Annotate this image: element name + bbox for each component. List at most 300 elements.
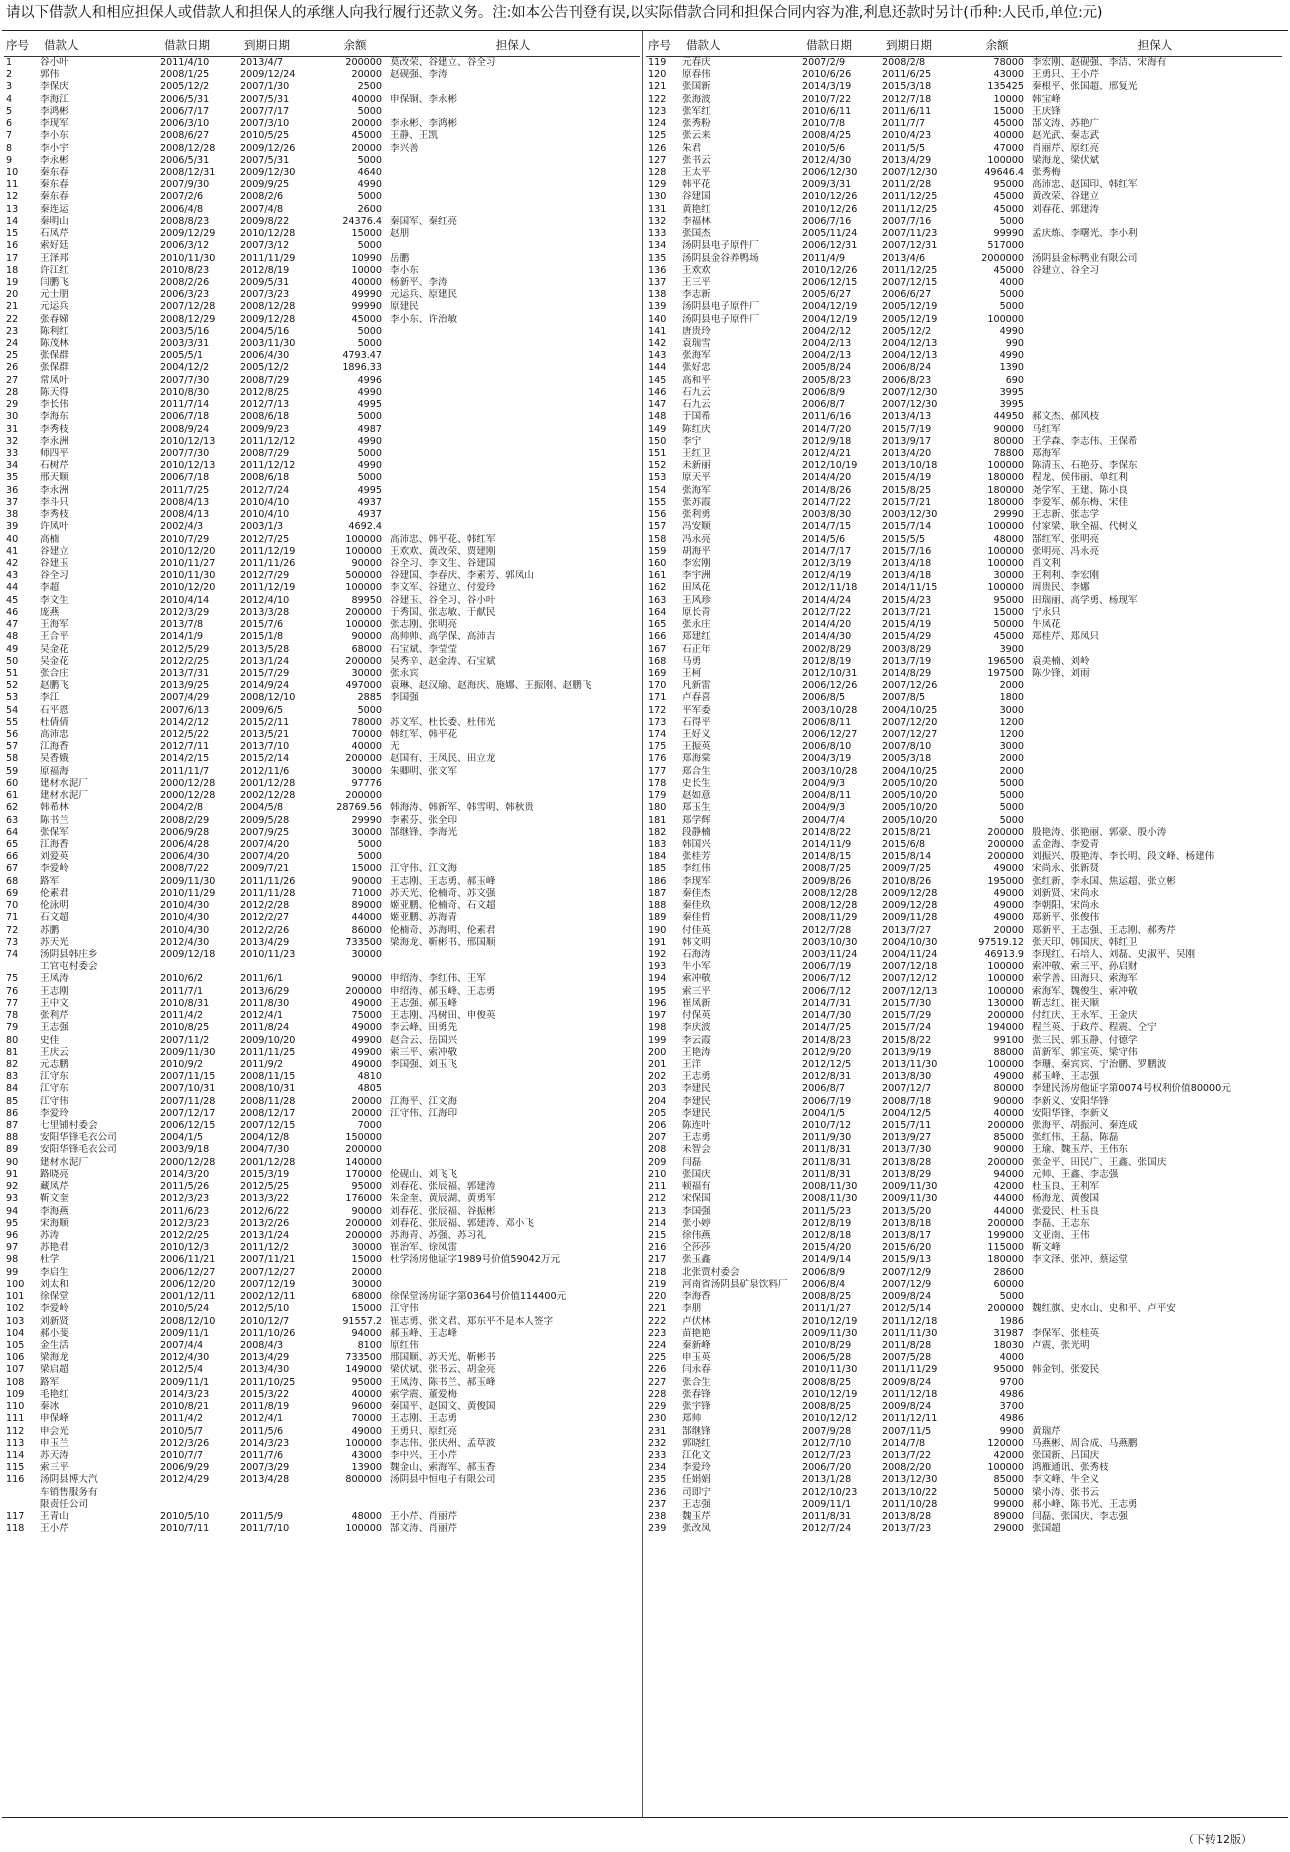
cell-no: 40 xyxy=(6,533,19,545)
cell-guarantor: 张爱民、杜玉良 xyxy=(1032,1205,1100,1217)
cell-no: 47 xyxy=(6,619,19,631)
cell-borrower: 建材水泥厂 xyxy=(40,790,88,802)
cell-borrower: 原天平 xyxy=(682,472,711,484)
cell-due-date: 2008/12/10 xyxy=(240,692,296,704)
cell-due-date: 2011/12/18 xyxy=(882,1388,938,1400)
cell-borrower: 李斗只 xyxy=(40,496,69,508)
table-row xyxy=(646,1059,1282,1071)
table-row xyxy=(646,692,1282,704)
table-row xyxy=(646,1181,1282,1193)
cell-due-date: 2009/10/20 xyxy=(240,1034,296,1046)
cell-guarantor: 张海平、胡振河、秦连成 xyxy=(1032,1120,1138,1132)
cell-due-date: 2013/7/30 xyxy=(882,1144,932,1156)
table-row xyxy=(4,741,640,753)
cell-loan-date: 2011/1/27 xyxy=(802,1303,852,1315)
cell-no: 38 xyxy=(6,509,19,521)
cell-no: 156 xyxy=(648,509,667,521)
cell-no: 237 xyxy=(648,1498,667,1510)
cell-balance: 5000 xyxy=(357,325,382,337)
cell-due-date: 2007/12/15 xyxy=(882,276,938,288)
cell-borrower: 冯永亮 xyxy=(682,533,711,545)
table-row xyxy=(4,130,640,142)
cell-balance: 45000 xyxy=(351,130,382,142)
table-row xyxy=(4,790,640,802)
cell-balance: 100000 xyxy=(345,582,382,594)
cell-no: 81 xyxy=(6,1046,19,1058)
right-table-header xyxy=(646,34,1282,57)
table-row xyxy=(4,1389,640,1401)
cell-no: 190 xyxy=(648,924,667,936)
cell-loan-date: 2012/9/20 xyxy=(802,1046,852,1058)
cell-due-date: 2015/7/16 xyxy=(882,545,932,557)
cell-borrower: 李朋 xyxy=(682,1303,702,1315)
cell-loan-date: 2010/12/20 xyxy=(160,545,216,557)
cell-no: 196 xyxy=(648,997,667,1009)
table-row xyxy=(4,436,640,448)
cell-guarantor: 郑海军 xyxy=(1032,448,1061,459)
table-row xyxy=(646,644,1282,656)
cell-borrower: 申保峰 xyxy=(40,1413,69,1425)
cell-loan-date: 2007/12/17 xyxy=(160,1107,216,1119)
cell-no: 151 xyxy=(648,448,667,459)
cell-guarantor: 李文军、谷建立、付爱玲 xyxy=(390,582,496,594)
cell-balance: 95000 xyxy=(351,1376,382,1388)
cell-guarantor: 申绍涛、郝玉峰、王志勇 xyxy=(390,985,496,997)
cell-loan-date: 2007/10/31 xyxy=(160,1083,216,1095)
table-row xyxy=(4,1279,640,1291)
cell-no: 115 xyxy=(6,1462,25,1474)
cell-loan-date: 2006/3/23 xyxy=(160,289,210,301)
cell-no: 223 xyxy=(648,1327,667,1339)
cell-balance: 690 xyxy=(1005,374,1024,386)
cell-guarantor: 赵光武、秦志武 xyxy=(1032,130,1100,142)
cell-borrower: 张利芹 xyxy=(40,1010,69,1022)
table-row xyxy=(646,595,1282,607)
cell-guarantor: 元帅、王鑫、李志强 xyxy=(1032,1168,1119,1180)
cell-guarantor xyxy=(390,949,640,961)
cell-borrower: 任娟娟 xyxy=(682,1474,711,1486)
cell-balance: 180000 xyxy=(987,1254,1024,1266)
cell-due-date: 2004/10/25 xyxy=(882,704,938,716)
cell-loan-date: 2012/3/23 xyxy=(160,1193,210,1205)
cell-borrower: 秦明山 xyxy=(40,215,69,227)
cell-loan-date: 2000/12/28 xyxy=(160,790,216,802)
table-row xyxy=(646,1193,1282,1205)
cell-due-date: 2007/12/30 xyxy=(882,399,938,411)
cell-due-date: 2013/3/22 xyxy=(240,1193,290,1205)
cell-balance: 50000 xyxy=(993,619,1024,631)
table-row xyxy=(4,1254,640,1266)
table-row xyxy=(646,1377,1282,1389)
cell-balance: 49646.4 xyxy=(984,166,1024,178)
cell-balance: 78800 xyxy=(993,448,1024,459)
cell-balance: 200000 xyxy=(987,1303,1024,1315)
cell-loan-date: 2014/11/9 xyxy=(802,839,852,850)
cell-borrower: 李云霞 xyxy=(682,1034,711,1046)
cell-due-date: 2009/12/28 xyxy=(882,900,938,912)
cell-guarantor: 郜继锋、李海光 xyxy=(390,826,458,838)
cell-balance: 31987 xyxy=(993,1327,1024,1339)
cell-borrower: 索三平 xyxy=(682,985,711,997)
cell-due-date: 2009/8/24 xyxy=(882,1376,932,1388)
table-row xyxy=(4,998,640,1010)
cell-no: 187 xyxy=(648,887,667,899)
cell-balance: 100000 xyxy=(987,545,1024,557)
cell-balance: 88000 xyxy=(993,1046,1024,1058)
cell-borrower: 江守伟 xyxy=(40,1095,69,1107)
cell-loan-date: 2006/8/9 xyxy=(802,1266,846,1278)
cell-loan-date: 2012/7/23 xyxy=(802,1449,852,1461)
cell-due-date: 2008/2/20 xyxy=(882,1462,932,1474)
cell-due-date: 2012/5/10 xyxy=(240,1303,290,1315)
table-row xyxy=(4,1328,640,1340)
cell-loan-date: 2008/11/30 xyxy=(802,1181,858,1193)
cell-due-date: 2007/12/26 xyxy=(882,680,938,692)
cell-loan-date: 2010/12/19 xyxy=(802,1388,858,1400)
cell-loan-date: 2011/8/31 xyxy=(802,1144,852,1156)
cell-borrower: 秦东春 xyxy=(40,179,69,191)
table-row xyxy=(4,497,640,509)
cell-due-date: 2008/6/18 xyxy=(240,472,290,484)
cell-balance: 180000 xyxy=(987,472,1024,484)
cell-due-date: 2007/4/20 xyxy=(240,851,290,863)
cell-borrower: 郑合生 xyxy=(682,765,711,777)
cell-loan-date: 2010/8/21 xyxy=(160,1401,210,1413)
cell-borrower: 张好忠 xyxy=(682,362,711,374)
table-row xyxy=(646,534,1282,546)
cell-loan-date: 2010/6/26 xyxy=(802,69,852,81)
cell-due-date: 2009/9/25 xyxy=(240,179,290,191)
cell-no: 230 xyxy=(648,1413,667,1425)
cell-no: 44 xyxy=(6,582,19,594)
cell-borrower: 谷建玉 xyxy=(40,557,69,569)
cell-borrower: 李爱岭 xyxy=(40,1303,69,1315)
cell-balance: 40000 xyxy=(993,130,1024,142)
cell-borrower: 韩国兴 xyxy=(682,839,711,850)
continued-note: （下转12版） xyxy=(1183,1833,1252,1846)
cell-balance: 97519.12 xyxy=(978,936,1024,948)
cell-due-date: 2009/8/22 xyxy=(240,215,290,227)
cell-no: 228 xyxy=(648,1388,667,1400)
cell-loan-date: 2010/11/29 xyxy=(160,887,216,899)
cell-no: 8 xyxy=(6,142,13,154)
cell-borrower: 石平恩 xyxy=(40,704,69,716)
cell-balance: 43000 xyxy=(993,69,1024,81)
cell-guarantor: 汤阴县金标鸭业有限公司 xyxy=(1032,252,1138,264)
cell-borrower: 陈茂林 xyxy=(40,338,69,350)
cell-due-date: 2015/8/14 xyxy=(882,851,932,863)
cell-no: 14 xyxy=(6,215,19,227)
table-row xyxy=(4,216,640,228)
table-row xyxy=(646,1316,1282,1328)
cell-guarantor: 苏海青、苏强、苏习礼 xyxy=(390,1230,486,1241)
cell-guarantor: 杨海龙、黄俊国 xyxy=(1032,1193,1100,1205)
cell-loan-date: 2008/12/29 xyxy=(160,313,216,325)
cell-loan-date: 2006/7/20 xyxy=(802,1462,852,1474)
cell-loan-date: 2011/6/16 xyxy=(802,411,852,423)
cell-due-date: 2013/1/24 xyxy=(240,655,290,667)
cell-no: 139 xyxy=(648,301,667,313)
cell-borrower: 庞燕 xyxy=(40,606,60,618)
cell-guarantor xyxy=(1032,277,1282,289)
cell-balance: 200000 xyxy=(987,1120,1024,1132)
cell-balance: 29990 xyxy=(351,814,382,826)
cell-loan-date xyxy=(160,961,240,973)
table-row xyxy=(4,595,640,607)
table-row xyxy=(4,143,640,155)
cell-no: 70 xyxy=(6,900,19,912)
table-row xyxy=(646,1487,1282,1499)
cell-balance: 200000 xyxy=(987,839,1024,850)
cell-guarantor: 李小东、许治敏 xyxy=(390,313,458,325)
cell-balance: 733500 xyxy=(345,936,382,948)
cell-due-date: 2013/9/27 xyxy=(882,1132,932,1144)
cell-borrower: 刘爱英 xyxy=(40,851,69,863)
cell-loan-date: 2004/7/4 xyxy=(802,814,846,826)
cell-borrower: 李超 xyxy=(40,582,60,594)
cell-guarantor: 郝玉峰、王志强 xyxy=(1032,1071,1100,1083)
cell-no: 181 xyxy=(648,814,667,826)
cell-loan-date: 2010/11/30 xyxy=(160,252,216,264)
cell-no: 144 xyxy=(648,362,667,374)
cell-no: 172 xyxy=(648,704,667,716)
cell-guarantor: 刘新贤、宋尚永 xyxy=(1032,887,1100,899)
cell-due-date: 2015/2/11 xyxy=(240,716,290,728)
cell-guarantor: 李保军、张桂英 xyxy=(1032,1327,1100,1339)
cell-guarantor: 石宝斌、李莹莹 xyxy=(390,643,458,655)
cell-due-date: 2007/12/15 xyxy=(240,1120,296,1132)
cell-guarantor xyxy=(1032,1413,1282,1425)
cell-balance: 149000 xyxy=(345,1364,382,1376)
cell-guarantor: 秦根平、张国超、邢复光 xyxy=(1032,81,1138,93)
cell-due-date: 2011/8/30 xyxy=(240,997,290,1009)
cell-no: 27 xyxy=(6,374,19,386)
cell-guarantor xyxy=(1032,350,1282,362)
cell-loan-date: 2014/8/22 xyxy=(802,826,852,838)
cell-due-date: 2014/8/29 xyxy=(882,667,932,679)
cell-guarantor: 张志刚、张明亮 xyxy=(390,619,458,631)
cell-borrower: 申玉兰 xyxy=(40,1437,69,1449)
cell-no: 121 xyxy=(648,81,667,93)
cell-no: 23 xyxy=(6,325,19,337)
cell-balance: 15000 xyxy=(351,1254,382,1266)
cell-no: 174 xyxy=(648,729,667,741)
cell-due-date: 2007/12/20 xyxy=(882,716,938,728)
cell-guarantor: 张永宾 xyxy=(390,667,419,679)
cell-loan-date: 2012/7/24 xyxy=(802,1523,852,1535)
cell-balance: 4995 xyxy=(357,484,382,496)
cell-loan-date: 2004/9/3 xyxy=(802,802,846,814)
cell-no: 209 xyxy=(648,1156,667,1168)
cell-borrower: 朱君 xyxy=(682,142,702,154)
cell-guarantor: 赵砚强、李涛 xyxy=(390,69,448,81)
cell-due-date: 2005/10/20 xyxy=(882,790,938,802)
cell-guarantor: 陈清玉、石艳芬、李保东 xyxy=(1032,460,1138,472)
cell-no: 125 xyxy=(648,130,667,142)
cell-borrower: 张春娣 xyxy=(40,313,69,325)
cell-guarantor xyxy=(390,1071,640,1083)
cell-due-date: 2004/5/16 xyxy=(240,325,290,337)
cell-guarantor xyxy=(390,1267,640,1279)
header-balance: 余额 xyxy=(343,38,367,52)
cell-borrower: 李永洲 xyxy=(40,484,69,496)
cell-balance: 49000 xyxy=(351,1022,382,1034)
cell-guarantor xyxy=(1032,778,1282,790)
cell-borrower: 王振英 xyxy=(682,741,711,753)
cell-borrower: 李建民 xyxy=(682,1107,711,1119)
cell-due-date: 2011/7/7 xyxy=(882,118,926,130)
cell-guarantor: 刘振兴、殷艳涛、李长明、段文峰、杨建伟 xyxy=(1032,851,1215,863)
cell-due-date: 2015/3/22 xyxy=(240,1388,290,1400)
table-row xyxy=(4,118,640,130)
cell-due-date: 2008/12/28 xyxy=(240,301,296,313)
cell-loan-date: 2012/2/25 xyxy=(160,655,210,667)
cell-borrower: 张云来 xyxy=(682,130,711,142)
cell-no: 15 xyxy=(6,228,19,240)
cell-no: 150 xyxy=(648,435,667,447)
header-loan-date: 借款日期 xyxy=(806,38,852,52)
cell-guarantor: 张国新、吕国庆 xyxy=(1032,1449,1100,1461)
table-row xyxy=(4,1340,640,1352)
cell-balance: 200000 xyxy=(987,1217,1024,1229)
cell-balance: 4986 xyxy=(999,1413,1024,1425)
cell-due-date: 2013/8/29 xyxy=(882,1168,932,1180)
cell-balance: 2000000 xyxy=(981,252,1024,264)
cell-loan-date: 2009/11/1 xyxy=(160,1327,210,1339)
cell-loan-date: 2014/7/22 xyxy=(802,496,852,508)
cell-balance: 5000 xyxy=(357,105,382,117)
cell-balance: 100000 xyxy=(987,460,1024,472)
table-row xyxy=(646,582,1282,594)
cell-no: 137 xyxy=(648,276,667,288)
cell-loan-date: 2006/8/7 xyxy=(802,399,846,411)
cell-due-date: 2009/12/24 xyxy=(240,69,296,81)
header-guarantor: 担保人 xyxy=(495,38,531,52)
cell-borrower: 申会光 xyxy=(40,1425,69,1437)
cell-no: 107 xyxy=(6,1364,25,1376)
cell-guarantor: 王志刚、冯树田、申俊英 xyxy=(390,1010,496,1022)
cell-guarantor: 张国超 xyxy=(1032,1523,1061,1535)
cell-borrower: 未智会 xyxy=(682,1144,711,1156)
cell-guarantor xyxy=(390,240,640,252)
cell-balance: 47000 xyxy=(993,142,1024,154)
cell-loan-date: 2006/7/18 xyxy=(160,472,210,484)
cell-borrower: 郜继锋 xyxy=(682,1425,711,1437)
cell-borrower: 王志刚 xyxy=(40,985,69,997)
table-row xyxy=(4,155,640,167)
cell-loan-date: 2012/10/23 xyxy=(802,1486,858,1498)
cell-loan-date: 2006/4/28 xyxy=(160,839,210,850)
cell-borrower: 未新丽 xyxy=(682,460,711,472)
cell-no: 226 xyxy=(648,1364,667,1376)
cell-guarantor: 安阳华锋、李新义 xyxy=(1032,1107,1109,1119)
header-due-date: 到期日期 xyxy=(886,38,932,52)
cell-no: 51 xyxy=(6,667,19,679)
cell-loan-date: 2010/5/7 xyxy=(160,1425,204,1437)
cell-loan-date: 2011/4/2 xyxy=(160,1413,204,1425)
cell-balance: 42000 xyxy=(993,1449,1024,1461)
cell-no: 25 xyxy=(6,350,19,362)
table-row xyxy=(4,1401,640,1413)
cell-no: 233 xyxy=(648,1449,667,1461)
cell-borrower: 许凤叶 xyxy=(40,521,69,533)
cell-no: 217 xyxy=(648,1254,667,1266)
cell-guarantor: 张红伟、王磊、陈磊 xyxy=(1032,1132,1119,1144)
table-row xyxy=(4,949,640,961)
cell-borrower: 王欢欢 xyxy=(682,264,711,276)
cell-loan-date: 2003/8/30 xyxy=(802,509,852,521)
cell-no: 177 xyxy=(648,765,667,777)
table-row xyxy=(646,705,1282,717)
cell-balance: 48000 xyxy=(351,1511,382,1523)
cell-balance: 195000 xyxy=(987,875,1024,887)
cell-due-date: 2012/7/25 xyxy=(240,533,290,545)
cell-no: 103 xyxy=(6,1315,25,1327)
cell-balance: 45000 xyxy=(993,191,1024,203)
cell-loan-date: 2011/4/2 xyxy=(160,1010,204,1022)
cell-no: 164 xyxy=(648,606,667,618)
cell-borrower: 闫磊 xyxy=(682,1156,702,1168)
cell-borrower: 李宁 xyxy=(682,435,702,447)
cell-due-date: 2015/7/29 xyxy=(240,667,290,679)
cell-borrower: 王青山 xyxy=(40,1511,69,1523)
cell-no: 167 xyxy=(648,643,667,655)
cell-no xyxy=(4,1499,40,1511)
cell-due-date: 2003/8/29 xyxy=(882,643,932,655)
table-row xyxy=(646,485,1282,497)
cell-borrower: 谷建立 xyxy=(40,545,69,557)
cell-balance: 78000 xyxy=(351,716,382,728)
cell-loan-date: 2013/9/25 xyxy=(160,680,210,692)
cell-guarantor: 魏红旗、史水山、史和平、卢平安 xyxy=(1032,1303,1176,1315)
cell-no: 212 xyxy=(648,1193,667,1205)
cell-balance: 90000 xyxy=(993,1095,1024,1107)
cell-guarantor: 索海军、魏俊生、索冲敬 xyxy=(1032,985,1138,997)
cell-no: 219 xyxy=(648,1278,667,1290)
cell-due-date: 2015/7/6 xyxy=(240,619,284,631)
cell-loan-date: 2008/9/24 xyxy=(160,423,210,435)
cell-no: 204 xyxy=(648,1095,667,1107)
cell-loan-date: 2003/11/24 xyxy=(802,948,858,960)
cell-guarantor xyxy=(1032,240,1282,252)
cell-borrower: 常凤叶 xyxy=(40,374,69,386)
table-row xyxy=(4,680,640,692)
cell-due-date: 2015/1/8 xyxy=(240,631,284,643)
cell-loan-date: 2012/8/19 xyxy=(802,1217,852,1229)
cell-loan-date: 2012/4/30 xyxy=(160,936,210,948)
cell-borrower: 李现军 xyxy=(40,118,69,130)
cell-loan-date: 2012/4/30 xyxy=(160,1352,210,1364)
cell-due-date: 2004/10/25 xyxy=(882,765,938,777)
cell-no: 46 xyxy=(6,606,19,618)
table-row xyxy=(646,912,1282,924)
cell-no: 116 xyxy=(6,1474,25,1486)
cell-due-date: 2007/9/25 xyxy=(240,826,290,838)
cell-loan-date: 2011/11/7 xyxy=(160,765,210,777)
table-row xyxy=(646,717,1282,729)
cell-balance: 200000 xyxy=(345,985,382,997)
cell-no: 114 xyxy=(6,1449,25,1461)
cell-loan-date: 2006/12/26 xyxy=(802,680,858,692)
table-row xyxy=(4,1303,640,1315)
table-row xyxy=(646,1254,1282,1266)
cell-no: 86 xyxy=(6,1107,19,1119)
cell-due-date: 2013/8/18 xyxy=(882,1217,932,1229)
table-row xyxy=(646,570,1282,582)
cell-borrower: 王艳涛 xyxy=(682,1046,711,1058)
cell-due-date: 2015/7/14 xyxy=(882,521,932,533)
cell-no: 13 xyxy=(6,203,19,215)
